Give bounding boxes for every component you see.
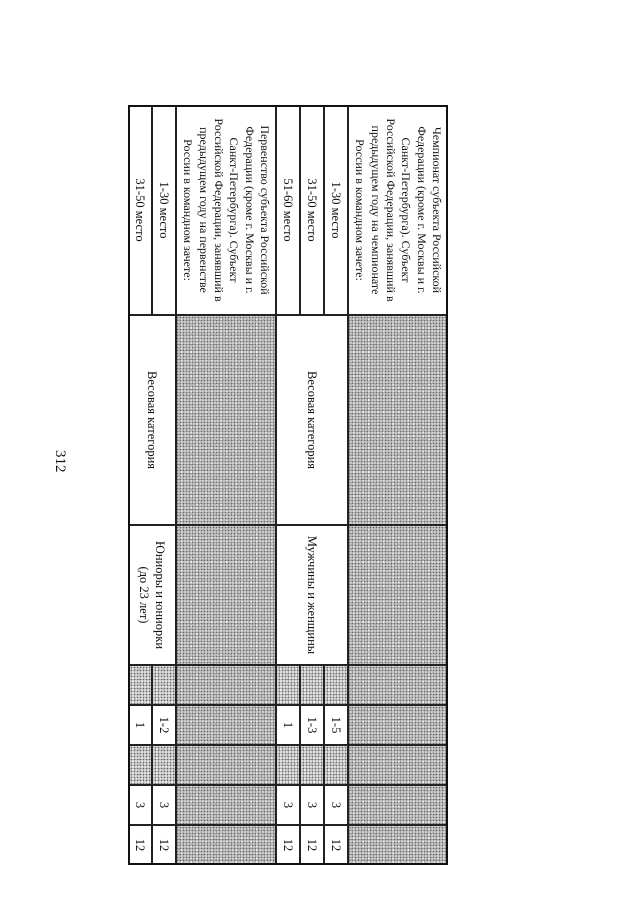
place-label: 31-50 место — [128, 105, 152, 315]
value-cell: 3 — [128, 785, 152, 825]
shaded-cell — [348, 525, 448, 665]
place-label: 1-30 место — [324, 105, 348, 315]
place-label: 51-60 место — [276, 105, 300, 315]
table — [128, 105, 448, 865]
weight-category-label: Весовая категория — [128, 315, 176, 525]
rotated-table-frame — [88, 105, 448, 865]
shaded-cell — [176, 525, 276, 665]
range-value: 1 — [128, 705, 152, 745]
count-cell: 12 — [276, 825, 300, 865]
shaded-cell — [348, 665, 448, 705]
place-label: 31-50 место — [300, 105, 324, 315]
value-cell: 3 — [300, 785, 324, 825]
section-header: Первенство субъекта Российской Федерации (кроме г. Москвы и г. Санкт-Петербурга). Субъект Российской Федерации, занявший в предыдущем году на первенстве России в командном зачете: — [176, 105, 276, 315]
shaded-cell — [348, 315, 448, 525]
shaded-cell — [152, 745, 176, 785]
page-number: 312 — [52, 450, 68, 473]
range-value: 1-3 — [300, 705, 324, 745]
value-cell: 3 — [152, 785, 176, 825]
age-group-label: Юниоры и юниорки (до 23 лет) — [128, 525, 176, 665]
shaded-cell — [152, 665, 176, 705]
range-value: 1 — [276, 705, 300, 745]
count-cell: 12 — [128, 825, 152, 865]
shaded-cell — [300, 665, 324, 705]
range-value: 1-5 — [324, 705, 348, 745]
count-cell: 12 — [324, 825, 348, 865]
range-value: 1-2 — [152, 705, 176, 745]
shaded-cell — [176, 785, 276, 825]
section-header: Чемпионат субъекта Российской Федерации (кроме г. Москвы и г. Санкт-Петербурга). Субъект Российской Федерации, занявший в предыдущем году на чемпионате России в командном зачете: — [348, 105, 448, 315]
shaded-cell — [348, 785, 448, 825]
shaded-cell — [128, 665, 152, 705]
value-cell: 3 — [324, 785, 348, 825]
count-cell: 12 — [300, 825, 324, 865]
shaded-cell — [276, 745, 300, 785]
shaded-cell — [176, 745, 276, 785]
shaded-cell — [176, 315, 276, 525]
shaded-cell — [176, 705, 276, 745]
shaded-cell — [176, 825, 276, 865]
shaded-cell — [324, 665, 348, 705]
place-label: 1-30 место — [152, 105, 176, 315]
weight-category-label: Весовая категория — [276, 315, 348, 525]
shaded-cell — [300, 745, 324, 785]
shaded-cell — [348, 745, 448, 785]
shaded-cell — [276, 665, 300, 705]
shaded-cell — [324, 745, 348, 785]
shaded-cell — [348, 705, 448, 745]
shaded-cell — [128, 745, 152, 785]
shaded-cell — [348, 825, 448, 865]
age-group-label: Мужчины и женщины — [276, 525, 348, 665]
value-cell: 3 — [276, 785, 300, 825]
shaded-cell — [176, 665, 276, 705]
count-cell: 12 — [152, 825, 176, 865]
